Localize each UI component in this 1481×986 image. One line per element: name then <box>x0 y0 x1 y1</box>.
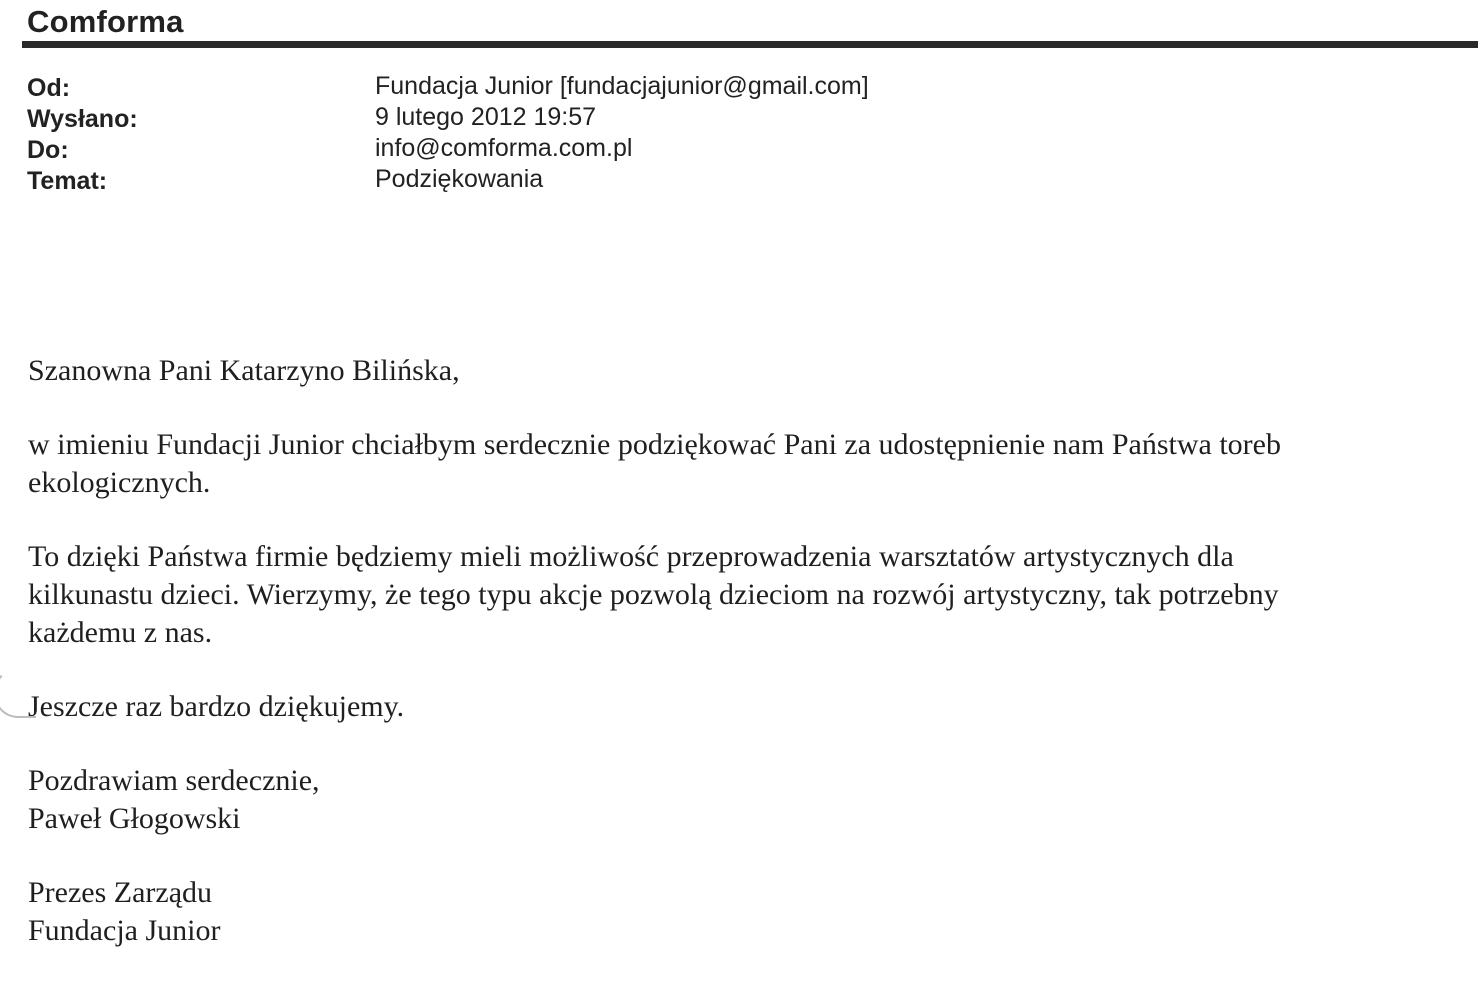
closing <box>28 762 1428 838</box>
header-divider <box>22 41 1478 48</box>
paragraph-line: ekologicznych. <box>28 466 211 499</box>
paragraph-thanks-again <box>28 688 1428 726</box>
sent-value: 9 lutego 2012 19:57 <box>375 103 597 131</box>
subject-value: Podziękowania <box>375 165 544 193</box>
closing-line: Pozdrawiam serdecznie, <box>28 764 320 797</box>
email-body <box>28 352 1428 986</box>
email-header-block <box>27 74 1127 198</box>
greeting-line: Szanowna Pani Katarzyno Bilińska, <box>28 354 460 387</box>
sender-organization: Fundacja Junior <box>28 914 221 947</box>
sender-position: Prezes Zarządu <box>28 876 213 909</box>
header-row-subject <box>27 167 1127 198</box>
paragraph-line: kilkunastu dzieci. Wierzymy, że tego typu akcje pozwolą dzieciom na rozwój artystyczny, tak potrzebny <box>28 578 1279 611</box>
signature <box>28 874 1428 950</box>
paragraph-line: Jeszcze raz bardzo dziękujemy. <box>28 690 405 723</box>
paragraph-workshops <box>28 538 1428 652</box>
to-label: Do: <box>27 136 69 164</box>
scan-punch-hole-mark <box>0 668 36 718</box>
organization-title: Comforma <box>27 4 184 39</box>
sent-label: Wysłano: <box>27 105 138 133</box>
paragraph-line: w imieniu Fundacji Junior chciałbym serdecznie podziękować Pani za udostępnienie nam Państwa toreb <box>28 428 1281 461</box>
paragraph-line: To dzięki Państwa firmie będziemy mieli możliwość przeprowadzenia warsztatów artystycznych dla <box>28 540 1234 573</box>
from-label: Od: <box>27 74 71 102</box>
header-row-sent <box>27 105 1127 136</box>
sender-name: Paweł Głogowski <box>28 802 241 835</box>
header-row-to <box>27 136 1127 167</box>
greeting <box>28 352 1428 390</box>
paragraph-thanks <box>28 426 1428 502</box>
to-value: info@comforma.com.pl <box>375 134 633 162</box>
from-value: Fundacja Junior [fundacjajunior@gmail.com] <box>375 72 869 100</box>
header-row-from <box>27 74 1127 105</box>
paragraph-line: każdemu z nas. <box>28 616 213 649</box>
subject-label: Temat: <box>27 167 108 195</box>
